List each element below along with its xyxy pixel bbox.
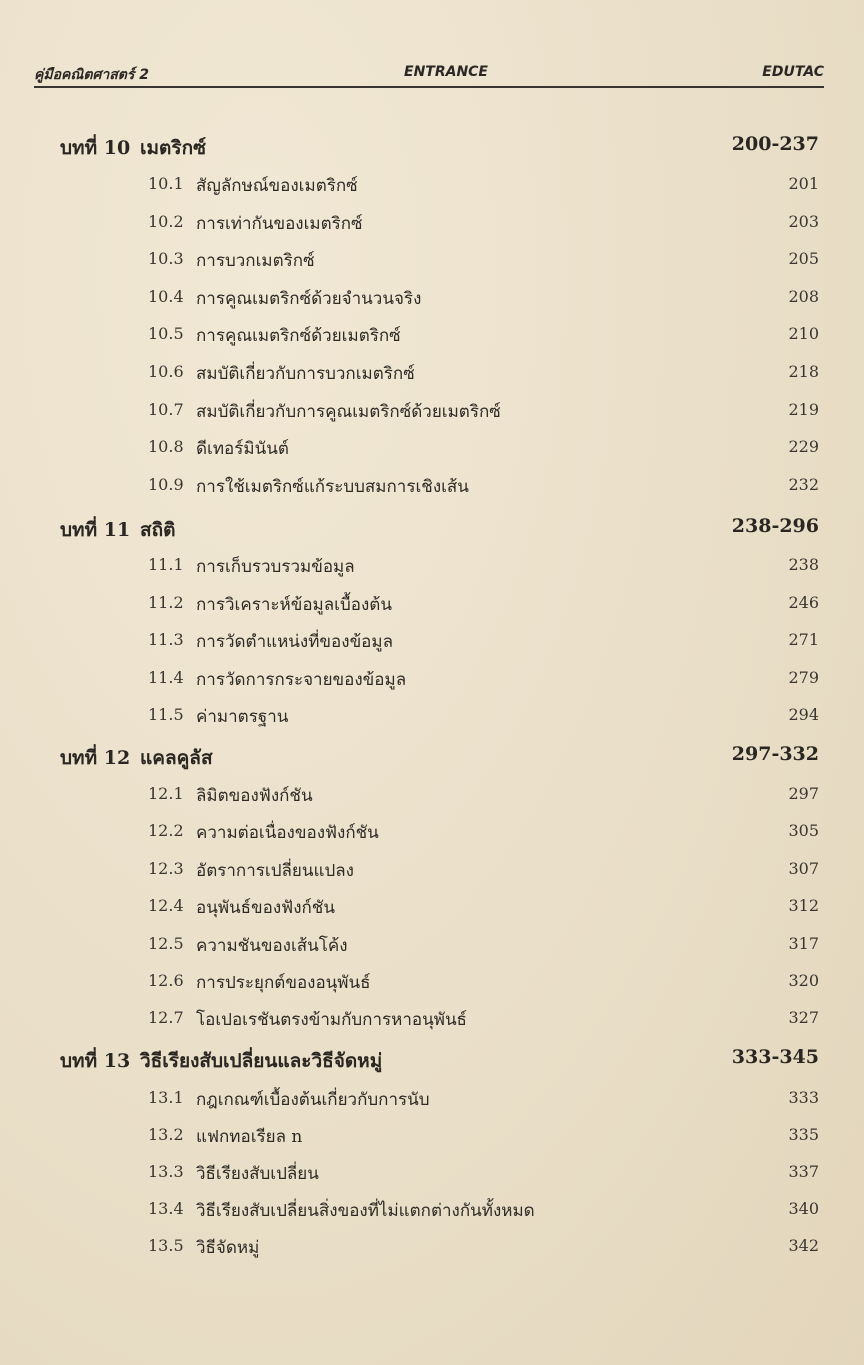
section-row xyxy=(0,666,864,696)
chapter-page-range: 200-237 xyxy=(731,133,819,155)
section-row xyxy=(0,398,864,428)
chapter-row xyxy=(0,743,864,773)
header-book-title: คู่มือคณิตศาสตร์ 2 xyxy=(34,67,149,83)
section-number: 13.3 xyxy=(148,1162,184,1181)
section-page: 232 xyxy=(788,474,819,494)
section-page: 205 xyxy=(788,249,819,269)
section-title: อัตราการเปลี่ยนแปลง xyxy=(196,860,354,881)
section-number: 13.5 xyxy=(148,1236,184,1255)
section-number: 12.5 xyxy=(148,933,184,953)
section-title: ความชันของเส้นโค้ง xyxy=(196,935,348,956)
section-row xyxy=(0,1086,864,1116)
section-page: 229 xyxy=(788,437,819,457)
chapter-page-range: 333-345 xyxy=(731,1046,819,1068)
section-number: 10.4 xyxy=(148,286,184,306)
section-page: 271 xyxy=(788,630,819,650)
chapter-label: บทที่ 13 xyxy=(60,1050,131,1072)
section-page: 201 xyxy=(788,174,819,193)
chapter-page-range: 238-296 xyxy=(731,515,819,537)
section-page: 219 xyxy=(788,399,819,419)
section-number: 10.8 xyxy=(148,437,184,457)
chapter-row xyxy=(0,133,864,163)
section-row xyxy=(0,285,864,315)
section-number: 12.1 xyxy=(148,784,184,803)
section-number: 11.3 xyxy=(148,630,184,650)
section-number: 12.7 xyxy=(148,1008,184,1028)
section-row xyxy=(0,857,864,887)
section-row xyxy=(0,172,864,202)
running-header xyxy=(34,62,824,86)
chapter-title: วิธีเรียงสับเปลี่ยนและวิธีจัดหมู่ xyxy=(140,1050,383,1072)
section-row xyxy=(0,1123,864,1153)
chapter-title: เมตริกซ์ xyxy=(140,137,206,159)
section-number: 13.1 xyxy=(148,1088,184,1107)
section-title: กฎเกณฑ์เบื้องต้นเกี่ยวกับการนับ xyxy=(196,1090,430,1110)
chapter-page-range: 297-332 xyxy=(731,743,819,765)
section-title: อนุพันธ์ของฟังก์ชัน xyxy=(196,898,335,919)
section-title: ความต่อเนื่องของฟังก์ชัน xyxy=(196,823,379,844)
section-title: การวัดตำแหน่งที่ของข้อมูล xyxy=(196,632,394,653)
section-page: 294 xyxy=(788,705,819,725)
section-page: 320 xyxy=(788,971,819,990)
section-title: โอเปอเรชันตรงข้ามกับการหาอนุพันธ์ xyxy=(196,1010,467,1031)
section-page: 238 xyxy=(788,555,819,574)
section-title: การประยุกต์ของอนุพันธ์ xyxy=(196,973,371,993)
section-number: 13.2 xyxy=(148,1125,184,1144)
section-row xyxy=(0,1234,864,1264)
section-number: 11.4 xyxy=(148,667,184,687)
section-page: 297 xyxy=(788,784,819,803)
section-number: 12.3 xyxy=(148,858,184,878)
section-page: 307 xyxy=(788,858,819,878)
section-title: การวัดการกระจายของข้อมูล xyxy=(196,669,407,690)
section-title: วิธีจัดหมู่ xyxy=(196,1238,260,1258)
section-title: การเท่ากันของเมตริกซ์ xyxy=(196,213,363,234)
section-row xyxy=(0,473,864,503)
section-title: การวิเคราะห์ข้อมูลเบื้องต้น xyxy=(196,594,392,615)
section-page: 312 xyxy=(788,896,819,916)
section-number: 11.5 xyxy=(148,705,184,725)
section-row xyxy=(0,628,864,658)
section-row xyxy=(0,703,864,733)
section-title: การบวกเมตริกซ์ xyxy=(196,251,315,272)
section-number: 10.1 xyxy=(148,174,184,193)
section-number: 12.4 xyxy=(148,896,184,916)
section-title: ดีเทอร์มินันต์ xyxy=(196,439,289,460)
section-number: 12.2 xyxy=(148,821,184,841)
section-page: 246 xyxy=(788,592,819,612)
section-page: 305 xyxy=(788,821,819,841)
section-number: 10.6 xyxy=(148,362,184,381)
section-title: สัญลักษณ์ของเมตริกซ์ xyxy=(196,176,358,196)
header-series: ENTRANCE xyxy=(404,64,488,80)
header-divider xyxy=(34,86,824,88)
section-title: ลิมิตของฟังก์ชัน xyxy=(196,786,313,806)
chapter-title: สถิติ xyxy=(140,519,176,541)
section-number: 12.6 xyxy=(148,971,184,990)
section-title: สมบัติเกี่ยวกับการคูณเมตริกซ์ด้วยเมตริกซ์ xyxy=(196,401,501,422)
section-page: 208 xyxy=(788,286,819,306)
header-publisher: EDUTAC xyxy=(762,64,824,80)
section-page: 327 xyxy=(788,1008,819,1028)
section-title: แฟกทอเรียล n xyxy=(196,1127,303,1147)
section-title: การใช้เมตริกซ์แก้ระบบสมการเชิงเส้น xyxy=(196,476,469,497)
chapter-row xyxy=(0,515,864,545)
section-title: การเก็บรวบรวมข้อมูล xyxy=(196,557,355,577)
section-number: 10.7 xyxy=(148,399,184,419)
section-row xyxy=(0,1160,864,1190)
section-number: 11.1 xyxy=(148,555,184,574)
section-title: สมบัติเกี่ยวกับการบวกเมตริกซ์ xyxy=(196,364,415,384)
section-row xyxy=(0,360,864,390)
chapter-label: บทที่ 10 xyxy=(60,137,131,159)
section-title: การคูณเมตริกซ์ด้วยเมตริกซ์ xyxy=(196,326,401,347)
section-row xyxy=(0,894,864,924)
section-page: 317 xyxy=(788,933,819,953)
section-row xyxy=(0,1006,864,1036)
section-title: การคูณเมตริกซ์ด้วยจำนวนจริง xyxy=(196,288,422,309)
section-number: 10.2 xyxy=(148,211,184,231)
section-row xyxy=(0,435,864,465)
section-row xyxy=(0,591,864,621)
section-page: 218 xyxy=(788,362,819,381)
section-number: 10.5 xyxy=(148,324,184,344)
section-row xyxy=(0,210,864,240)
section-row xyxy=(0,322,864,352)
section-row xyxy=(0,932,864,962)
chapter-label: บทที่ 12 xyxy=(60,747,131,769)
section-title: วิธีเรียงสับเปลี่ยนสิ่งของที่ไม่แตกต่างกันทั้งหมด xyxy=(196,1201,535,1221)
chapter-row xyxy=(0,1046,864,1076)
section-number: 13.4 xyxy=(148,1199,184,1218)
section-row xyxy=(0,247,864,277)
section-row xyxy=(0,782,864,812)
section-number: 10.9 xyxy=(148,474,184,494)
section-number: 10.3 xyxy=(148,249,184,269)
section-row xyxy=(0,1197,864,1227)
chapter-label: บทที่ 11 xyxy=(60,519,131,541)
chapter-title: แคลคูลัส xyxy=(140,747,213,769)
section-page: 342 xyxy=(788,1236,819,1255)
section-title: วิธีเรียงสับเปลี่ยน xyxy=(196,1164,319,1184)
section-page: 203 xyxy=(788,211,819,231)
section-row xyxy=(0,969,864,999)
section-page: 279 xyxy=(788,667,819,687)
section-page: 337 xyxy=(788,1162,819,1181)
section-row xyxy=(0,553,864,583)
section-page: 210 xyxy=(788,324,819,344)
section-number: 11.2 xyxy=(148,592,184,612)
section-page: 335 xyxy=(788,1125,819,1144)
section-page: 333 xyxy=(788,1088,819,1107)
section-row xyxy=(0,819,864,849)
section-page: 340 xyxy=(788,1199,819,1218)
section-title: ค่ามาตรฐาน xyxy=(196,707,289,728)
